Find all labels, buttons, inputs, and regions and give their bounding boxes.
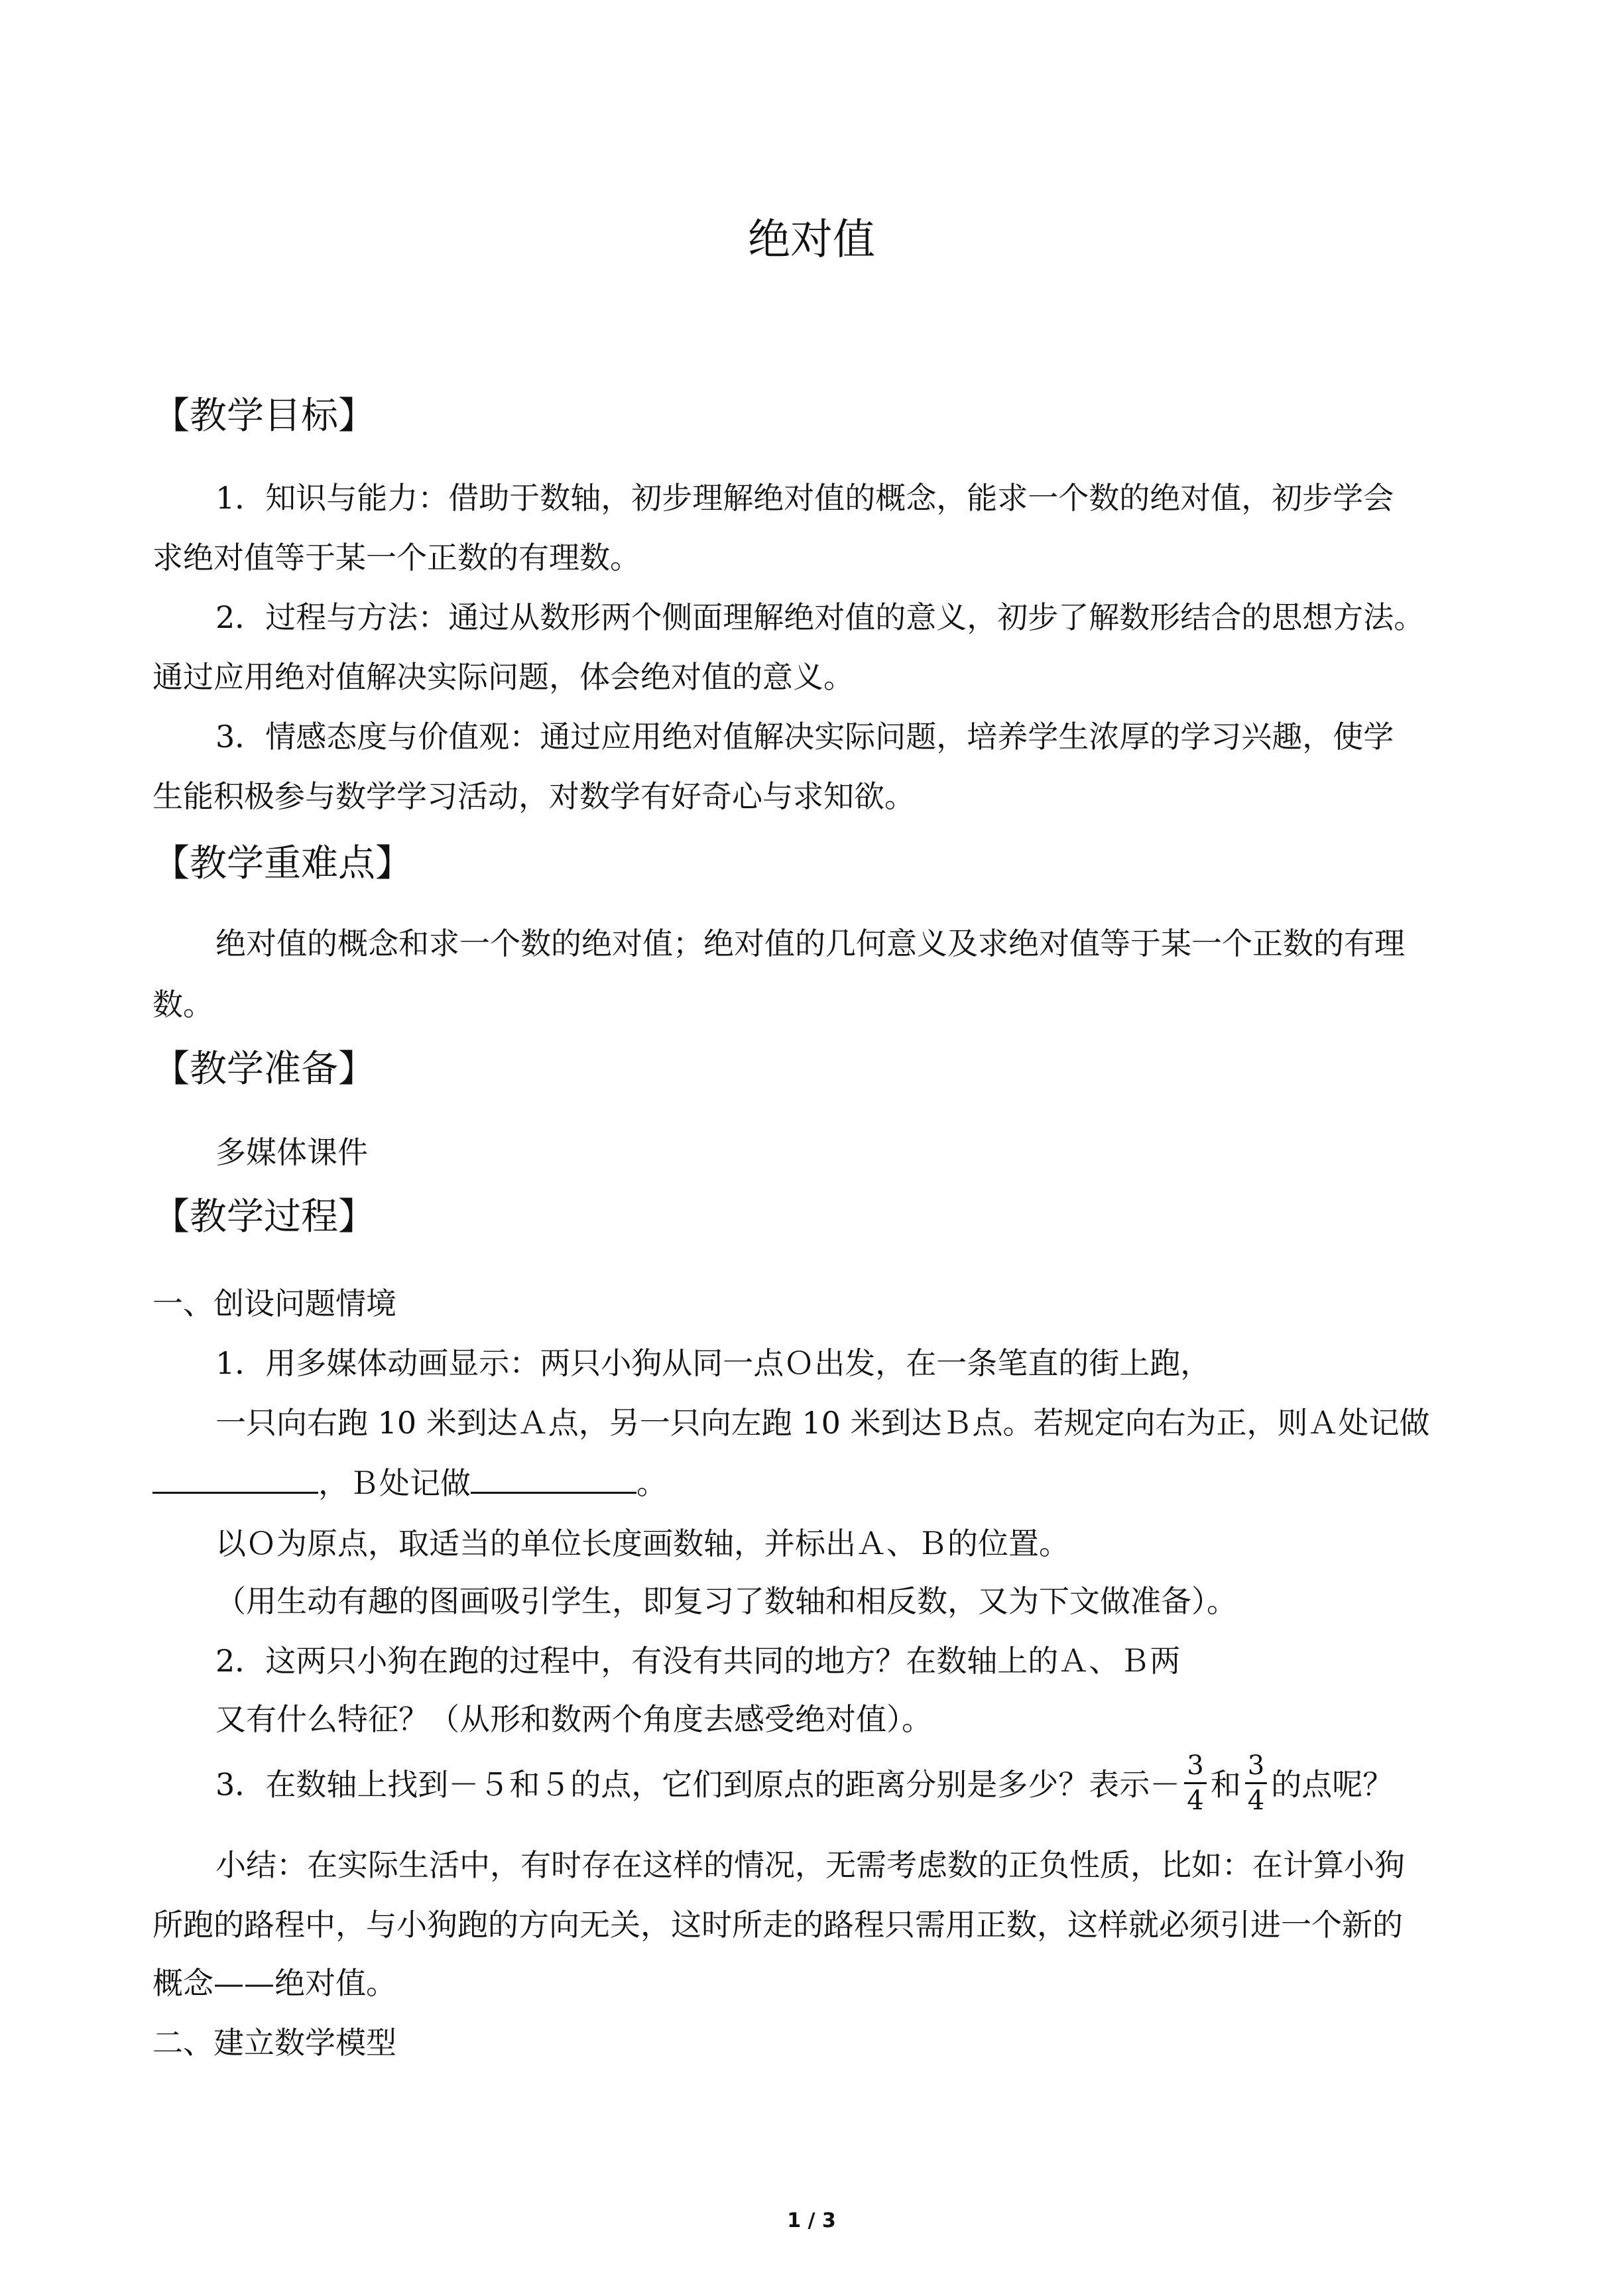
blank-end: 。: [636, 1465, 667, 1501]
section-2-title: 二、建立数学模型: [152, 2025, 396, 2061]
process-p1-line-1: 1．用多媒体动画显示：两只小狗从同一点Ｏ出发，在一条笔直的街上跑，: [215, 1345, 1211, 1381]
objective-3-line-1: 3．情感态度与价值观：通过应用绝对值解决实际问题，培养学生浓厚的学习兴趣，使学: [215, 719, 1394, 755]
heading-objectives: 【教学目标】: [152, 394, 375, 438]
preparation-text: 多媒体课件: [215, 1134, 368, 1170]
objective-1-line-2: 求绝对值等于某一个正数的有理数。: [152, 540, 640, 575]
section-1-title: 一、创设问题情境: [152, 1286, 396, 1321]
fraction-three-quarters-negative: [1184, 1752, 1206, 1815]
p5-end: 的点呢？: [1271, 1766, 1394, 1803]
process-p1-line-3: [152, 1465, 667, 1501]
heading-preparation: 【教学准备】: [152, 1048, 375, 1091]
fraction-bar: [1184, 1782, 1206, 1784]
fraction-three-quarters: [1245, 1752, 1267, 1815]
process-p3: （用生动有趣的图画吸引学生，即复习了数轴和相反数，又为下文做准备）。: [215, 1583, 1237, 1619]
page-title: 绝对值: [748, 215, 875, 265]
key-points-line-2: 数。: [152, 987, 213, 1022]
process-p1-line-2: 一只向右跑 10 米到达Ａ点，另一只向左跑 10 米到达Ｂ点。若规定向右为正，则Ａ处记做: [215, 1405, 1430, 1441]
key-points-line-1: 绝对值的概念和求一个数的绝对值；绝对值的几何意义及求绝对值等于某一个正数的有理: [215, 926, 1405, 961]
fraction-denominator: 4: [1187, 1785, 1204, 1816]
objective-1-line-1: 1．知识与能力：借助于数轴，初步理解绝对值的概念，能求一个数的绝对值，初步学会: [215, 480, 1394, 516]
heading-process: 【教学过程】: [152, 1195, 375, 1239]
fraction-denominator: 4: [1247, 1785, 1265, 1816]
answer-blank-a[interactable]: [152, 1465, 318, 1494]
p5-start: 3．在数轴上找到－５和５的点，它们到原点的距离分别是多少？表示－: [215, 1766, 1181, 1803]
process-p4-line-2: 又有什么特征？（从形和数两个角度去感受绝对值）。: [215, 1701, 932, 1737]
objective-2-line-1: 2．过程与方法：通过从数形两个侧面理解绝对值的意义，初步了解数形结合的思想方法。: [215, 599, 1425, 635]
summary-line-3: 概念——绝对值。: [152, 1965, 396, 2001]
heading-key-points: 【教学重难点】: [152, 842, 412, 885]
fraction-bar: [1245, 1782, 1267, 1784]
answer-blank-b[interactable]: [471, 1465, 636, 1494]
page-number: 1 / 3: [787, 2209, 836, 2232]
objective-3-line-2: 生能积极参与数学学习活动，对数学有好奇心与求知欲。: [152, 778, 915, 814]
summary-line-2: 所跑的路程中，与小狗跑的方向无关，这时所走的路程只需用正数，这样就必须引进一个新的: [152, 1907, 1403, 1943]
blank-separator: ，Ｂ处记做: [318, 1465, 471, 1501]
process-p4-line-1: 2．这两只小狗在跑的过程中，有没有共同的地方？在数轴上的Ａ、Ｂ两: [215, 1643, 1181, 1679]
p5-mid: 和: [1210, 1766, 1241, 1803]
fraction-numerator: 3: [1187, 1750, 1204, 1781]
objective-2-line-2: 通过应用绝对值解决实际问题，体会绝对值的意义。: [152, 659, 854, 695]
process-p2: 以Ｏ为原点，取适当的单位长度画数轴，并标出Ａ、Ｂ的位置。: [215, 1526, 1069, 1561]
summary-line-1: 小结：在实际生活中，有时存在这样的情况，无需考虑数的正负性质，比如：在计算小狗: [215, 1847, 1405, 1883]
fraction-numerator: 3: [1247, 1750, 1265, 1781]
process-p5: [215, 1750, 1394, 1819]
